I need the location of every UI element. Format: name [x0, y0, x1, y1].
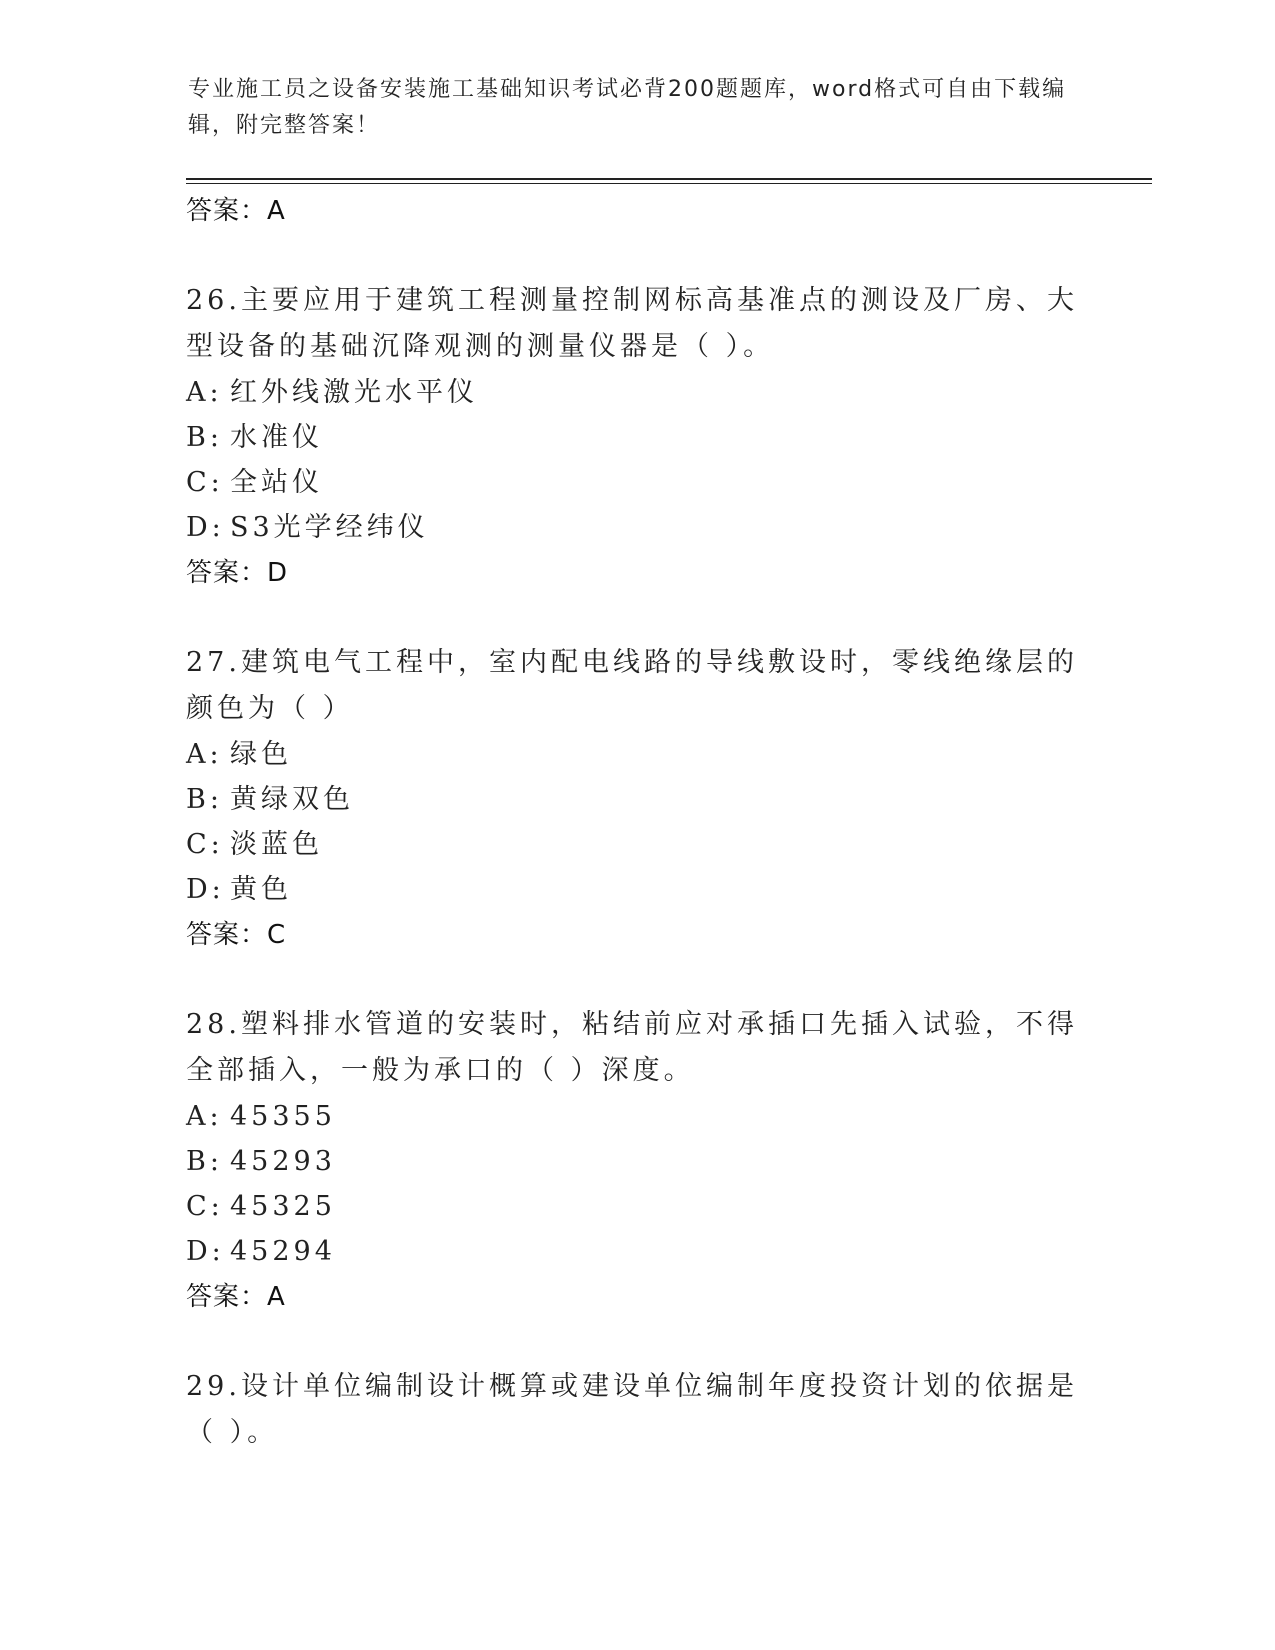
- option-key: C:: [186, 467, 224, 498]
- option-c: [186, 460, 1086, 505]
- option-key: D:: [186, 512, 225, 543]
- option-key: B:: [186, 784, 223, 815]
- option-text: 45294: [230, 1236, 336, 1267]
- option-key: C:: [186, 829, 224, 860]
- option-a: [186, 1094, 1086, 1139]
- answer-line: 答案：A: [186, 196, 286, 226]
- option-text: 红外线激光水平仪: [230, 377, 478, 408]
- answer-line: 答案：A: [186, 1282, 286, 1312]
- header-rule: [186, 178, 1152, 180]
- option-text: 黄色: [230, 874, 292, 905]
- option-d: [186, 1229, 1086, 1274]
- option-text: 水准仪: [230, 422, 323, 453]
- option-text: 黄绿双色: [230, 784, 354, 815]
- document-header: 专业施工员之设备安装施工基础知识考试必背200题题库，word格式可自由下载编辑，附完整答案！: [188, 77, 1067, 138]
- option-a: [186, 370, 1086, 415]
- question-29: [186, 1364, 1086, 1456]
- option-key: B:: [186, 422, 223, 453]
- answer-line: 答案：D: [186, 558, 289, 588]
- option-text: 45293: [230, 1146, 336, 1177]
- option-key: D:: [186, 874, 225, 905]
- option-key: C:: [186, 1191, 224, 1222]
- option-d: [186, 505, 1086, 550]
- answer-line: 答案：C: [186, 920, 287, 950]
- question-26: [186, 278, 1086, 596]
- option-text: 绿色: [230, 739, 292, 770]
- option-b: [186, 777, 1086, 822]
- option-c: [186, 822, 1086, 867]
- option-text: 淡蓝色: [230, 829, 323, 860]
- document-body: [186, 186, 1086, 1456]
- option-key: B:: [186, 1146, 223, 1177]
- option-b: [186, 1139, 1086, 1184]
- question-28: [186, 1002, 1086, 1320]
- option-key: A:: [186, 739, 223, 770]
- option-text: 45355: [230, 1101, 336, 1132]
- question-text: 27.建筑电气工程中，室内配电线路的导线敷设时，零线绝缘层的颜色为（ ）: [186, 647, 1078, 724]
- option-key: D:: [186, 1236, 225, 1267]
- option-text: S3光学经纬仪: [230, 512, 429, 543]
- option-text: 全站仪: [230, 467, 323, 498]
- question-text: 28.塑料排水管道的安装时，粘结前应对承插口先插入试验，不得全部插入，一般为承口的（ ）深度。: [186, 1009, 1078, 1086]
- option-key: A:: [186, 377, 223, 408]
- option-key: A:: [186, 1101, 223, 1132]
- question-text: 26.主要应用于建筑工程测量控制网标高基准点的测设及厂房、大型设备的基础沉降观测的测量仪器是（ ）。: [186, 285, 1078, 362]
- option-b: [186, 415, 1086, 460]
- option-c: [186, 1184, 1086, 1229]
- question-27: [186, 640, 1086, 958]
- header-rule-thin: [186, 183, 1152, 184]
- option-a: [186, 732, 1086, 777]
- option-text: 45325: [230, 1191, 336, 1222]
- option-d: [186, 867, 1086, 912]
- question-text: 29.设计单位编制设计概算或建设单位编制年度投资计划的依据是（ ）。: [186, 1371, 1078, 1448]
